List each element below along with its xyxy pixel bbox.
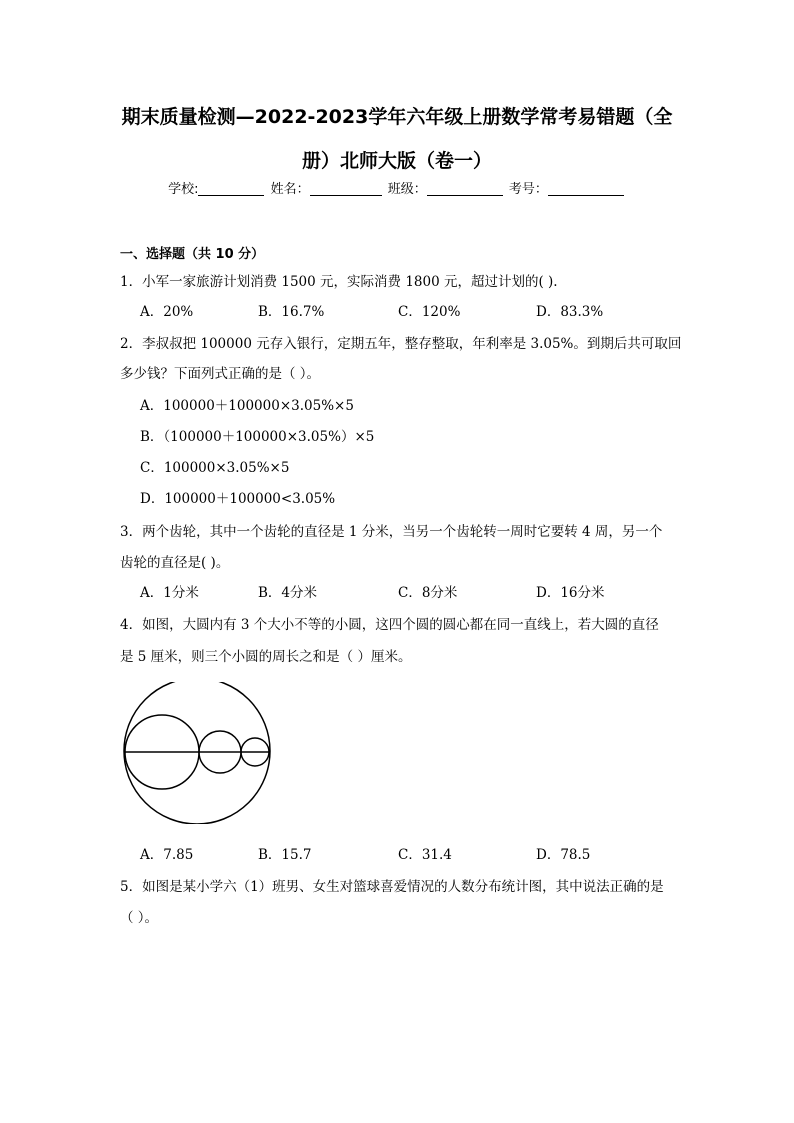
question-2-text-line-2: 多少钱？下面列式正确的是（ ）。 [120,366,321,382]
large-circle [124,682,270,824]
school-blank[interactable] [198,181,264,196]
name-label: 姓名： [270,182,310,197]
exam-number-blank[interactable] [548,181,624,196]
question-2-text-line-1: 2．李叔叔把 100000 元存入银行，定期五年，整存整取，年利率是 3.05%。到期后共可取回 [120,336,682,352]
question-5-text-line-1: 5．如图是某小学六（1）班男、女生对篮球喜爱情况的人数分布统计图，其中说法正确的是 [120,879,664,895]
question-4-option-d[interactable]: D．78.5 [536,847,591,863]
question-2-option-d[interactable]: D．100000＋100000<3.05% [140,491,336,507]
question-1-text: 1．小军一家旅游计划消费 1500 元，实际消费 1800 元，超过计划的( ). [120,274,558,290]
section-heading: 一、选择题（共 10 分） [120,247,265,262]
document-title-line-2: 册）北师大版（卷一） [301,150,492,172]
question-1-option-b[interactable]: B．16.7% [258,304,325,320]
school-label: 学校: [168,182,199,197]
question-1-option-a[interactable]: A．20% [140,304,194,320]
document-title-line-1: 期末质量检测—2022-2023学年六年级上册数学常考易错题（全 [121,106,673,128]
circles-figure [118,682,278,824]
question-2-option-c[interactable]: C．100000×3.05%×5 [140,460,290,476]
question-2-option-a[interactable]: A．100000＋100000×3.05%×5 [140,398,354,414]
question-4-option-a[interactable]: A．7.85 [140,847,194,863]
question-3-option-a[interactable]: A．1分米 [140,585,199,601]
question-4-option-c[interactable]: C．31.4 [398,847,452,863]
question-1-option-d[interactable]: D．83.3% [536,304,604,320]
question-3-text-line-2: 齿轮的直径是( )。 [120,555,230,571]
question-5-text-line-2: （ ）。 [120,910,159,926]
question-2-option-b[interactable]: B．（100000＋100000×3.05%）×5 [140,429,375,445]
question-3-text-line-1: 3．两个齿轮，其中一个齿轮的直径是 1 分米，当另一个齿轮转一周时它要转 4 周，另一个 [120,524,663,540]
question-3-option-d[interactable]: D．16分米 [536,585,605,601]
question-3-option-c[interactable]: C．8分米 [398,585,458,601]
name-blank[interactable] [310,181,382,196]
question-1-option-c[interactable]: C．120% [398,304,461,320]
question-3-option-b[interactable]: B．4分米 [258,585,318,601]
class-blank[interactable] [427,181,503,196]
question-4-text-line-2: 是 5 厘米，则三个小圆的周长之和是（ ）厘米。 [120,649,412,665]
question-4-option-b[interactable]: B．15.7 [258,847,312,863]
class-label: 班级： [387,182,427,197]
exam-number-label: 考号： [508,182,548,197]
student-info-row [0,178,794,197]
question-4-text-line-1: 4．如图，大圆内有 3 个大小不等的小圆，这四个圆的圆心都在同一直线上，若大圆的直径 [120,617,659,633]
